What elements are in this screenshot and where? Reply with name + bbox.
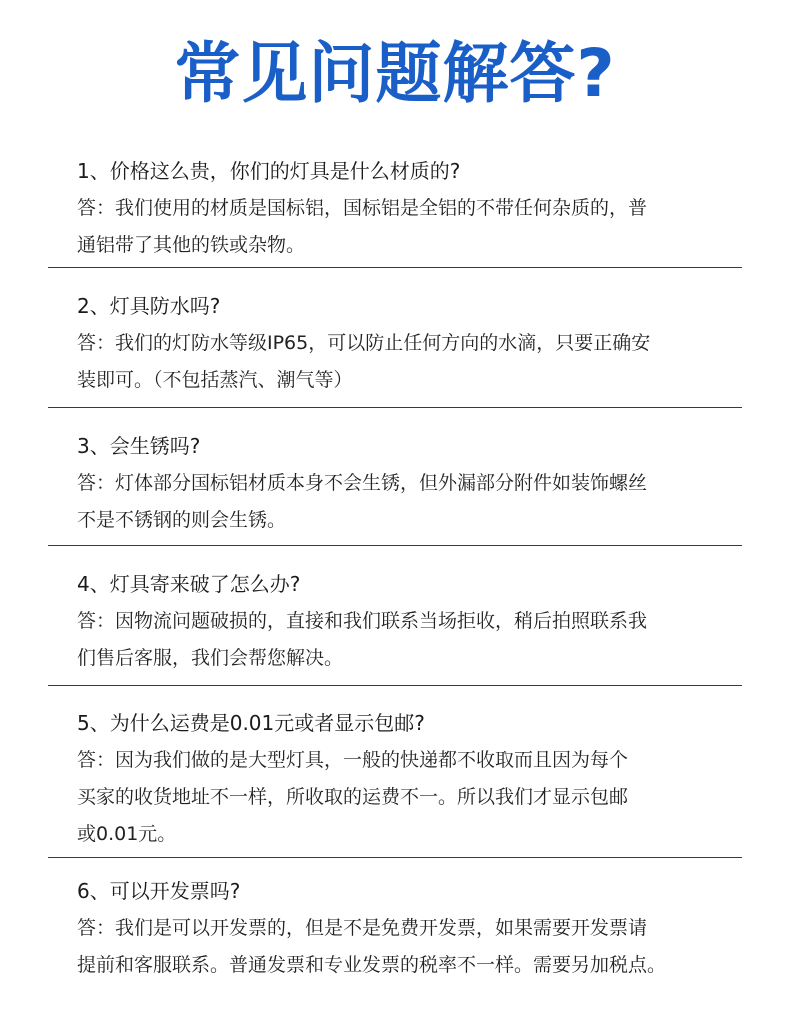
faq-answer: 答：我们是可以开发票的，但是不是免费开发票，如果需要开发票请 提前和客服联系。普通发票和专业发票的税率不一样。需要另加税点。 — [77, 917, 667, 976]
faq-answer: 答：因为我们做的是大型灯具，一般的快递都不收取而且因为每个 买家的收货地址不一样，所收取的运费不一。所以我们才显示包邮 或0.01元。 — [77, 749, 629, 845]
faq-answer: 答：我们使用的材质是国标铝，国标铝是全铝的不带任何杂质的，普 通铝带了其他的铁或杂物。 — [77, 197, 648, 256]
faq-question: 3、会生锈吗? — [77, 434, 201, 458]
page-title: 常见问题解答? — [174, 35, 616, 112]
faq-question: 5、为什么运费是0.01元或者显示包邮? — [77, 711, 425, 735]
faq-answer: 答：灯体部分国标铝材质本身不会生锈，但外漏部分附件如装饰螺丝 不是不锈钢的则会生锈。 — [77, 472, 648, 531]
faq-answer: 答：我们的灯防水等级IP65，可以防止任何方向的水滴，只要正确安 装即可。（不包括蒸汽、潮气等） — [77, 332, 651, 391]
faq-question: 2、灯具防水吗? — [77, 294, 221, 318]
faq-question: 4、灯具寄来破了怎么办? — [77, 572, 301, 596]
faq-list — [48, 146, 742, 988]
faq-item-6 — [48, 858, 742, 988]
faq-item-3 — [48, 408, 742, 546]
faq-item-2 — [48, 268, 742, 408]
faq-question: 1、价格这么贵，你们的灯具是什么材质的? — [77, 159, 461, 183]
faq-item-1 — [48, 146, 742, 268]
faq-item-5 — [48, 686, 742, 858]
faq-question: 6、可以开发票吗? — [77, 879, 241, 903]
faq-item-4 — [48, 546, 742, 686]
faq-answer: 答：因物流问题破损的，直接和我们联系当场拒收，稍后拍照联系我 们售后客服，我们会帮您解决。 — [77, 610, 648, 669]
